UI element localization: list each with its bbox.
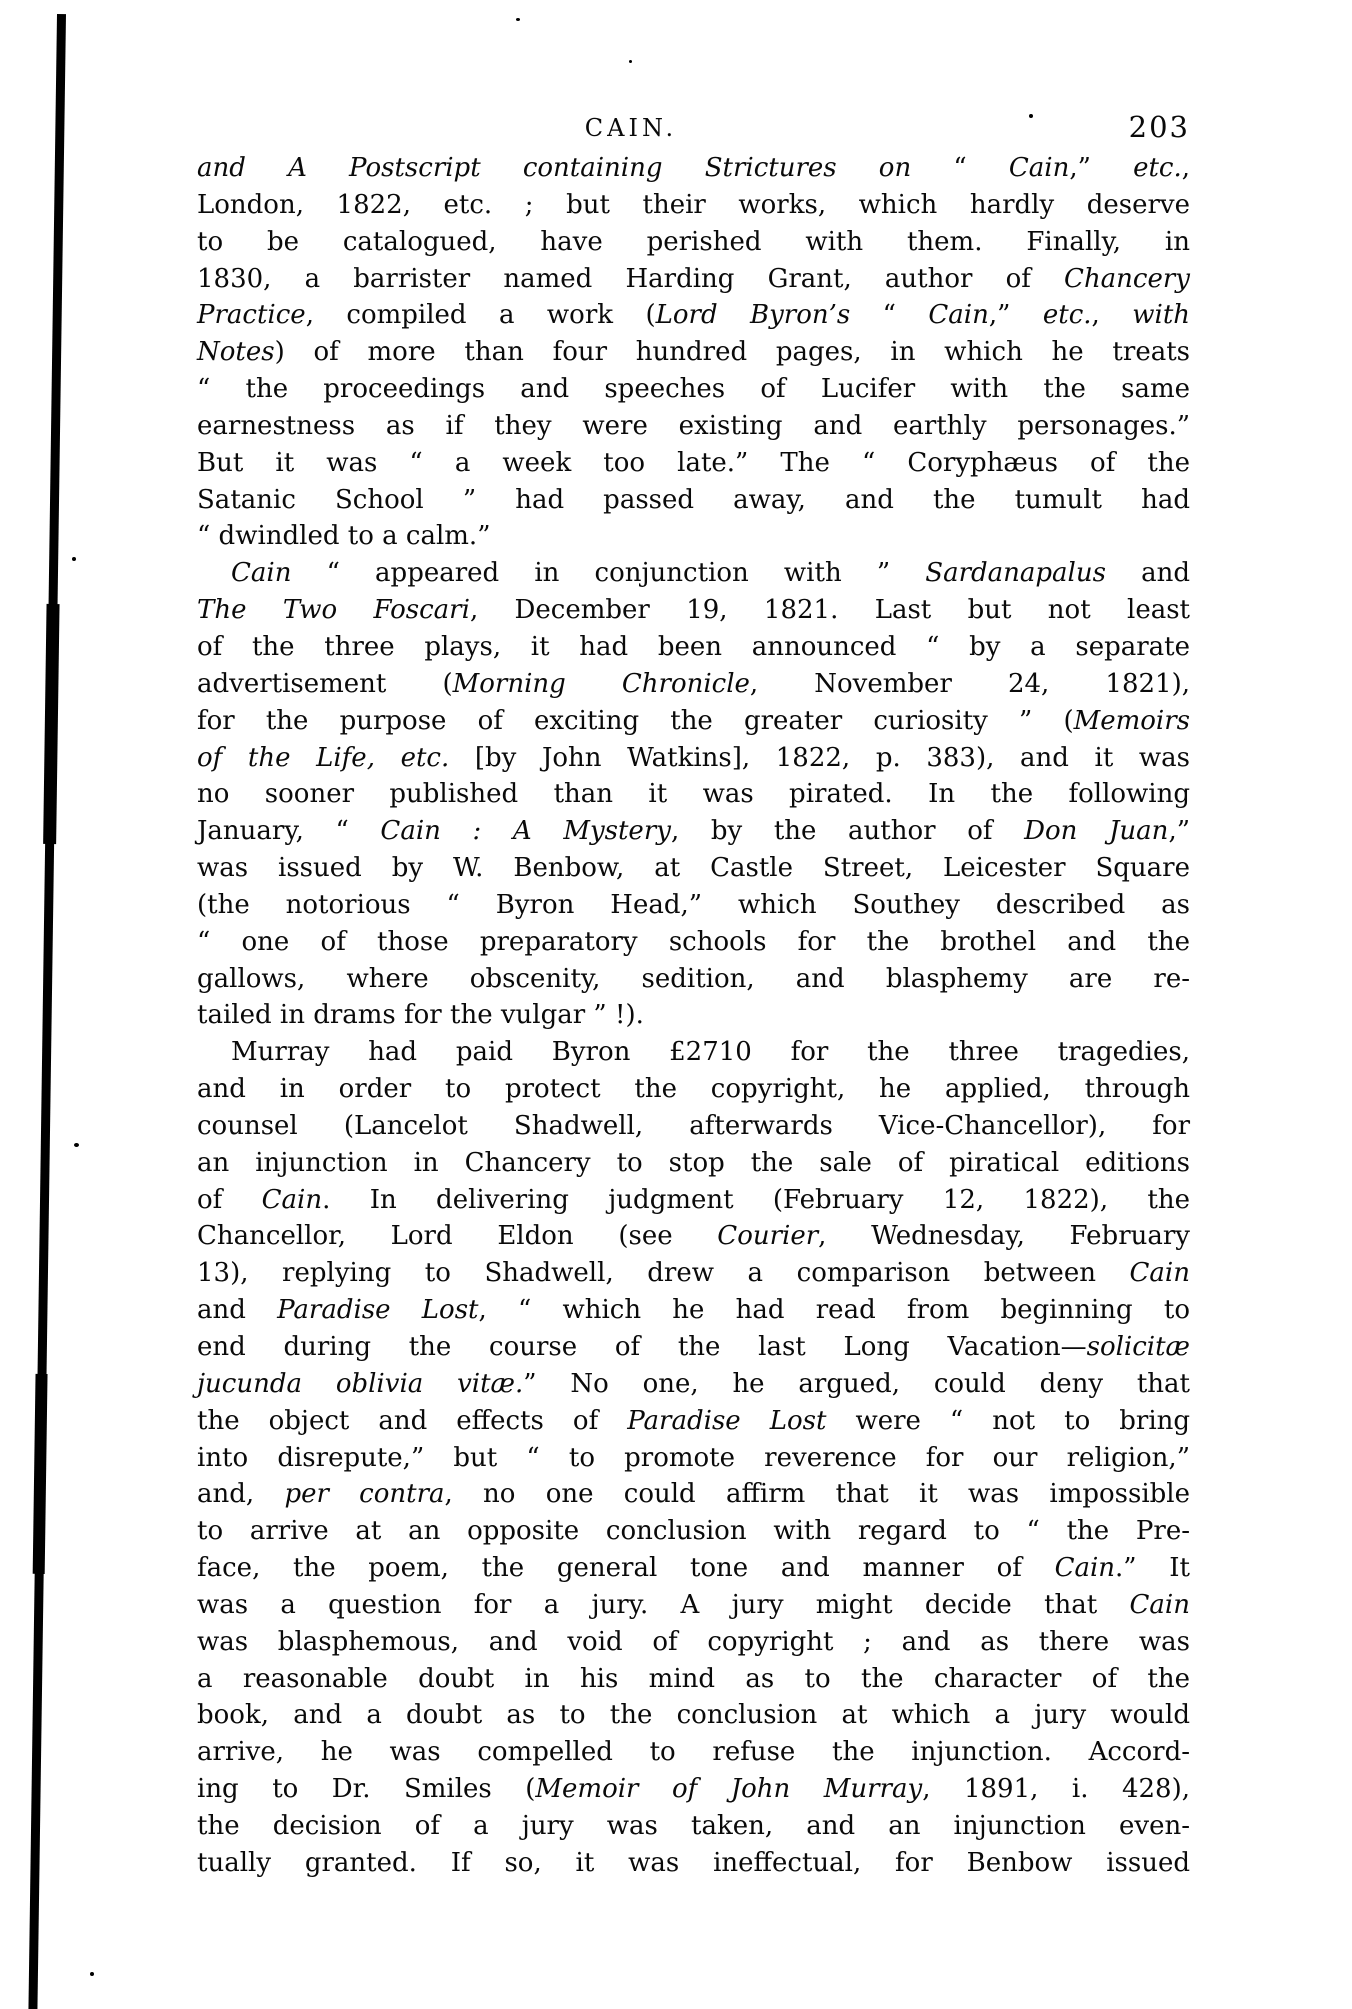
text-line: the decision of a jury was taken, and an injunction even- <box>197 1810 1190 1841</box>
text-line: tailed in drams for the vulgar ” !). <box>197 1000 644 1031</box>
text-line: London, 1822, etc. ; but their works, which hardly deserve <box>197 189 1190 220</box>
text-line: the object and effects of Paradise Lost were “ not to bring <box>197 1405 1191 1436</box>
text-line: end during the course of the last Long Vacation—solicitæ <box>197 1332 1190 1362</box>
text-line: Notes) of more than four hundred pages, in which he treats <box>197 337 1190 368</box>
text-line: Chancellor, Lord Eldon (see Courier, Wednesday, February <box>197 1221 1190 1252</box>
text-line: was a question for a jury. A jury might decide that Cain <box>197 1589 1190 1620</box>
text-line: was blasphemous, and void of copyright ; and as there was <box>197 1626 1190 1657</box>
text-line: 1830, a barrister named Harding Grant, author of Chancery <box>197 263 1190 294</box>
text-line: was issued by W. Benbow, at Castle Street, Leicester Square <box>197 853 1190 884</box>
text-line: “ the proceedings and speeches of Lucifer with the same <box>197 374 1190 405</box>
text-line: (the notorious “ Byron Head,” which Southey described as <box>197 889 1190 920</box>
text-line: 13), replying to Shadwell, drew a comparison between Cain <box>197 1258 1190 1289</box>
page-text <box>197 150 1190 1882</box>
running-head-title: CAIN. <box>584 114 678 142</box>
scan-speck <box>90 1972 94 1976</box>
text-line: and Paradise Lost, “ which he had read from beginning to <box>197 1295 1191 1326</box>
text-line: into disrepute,” but “ to promote reverence for our religion,” <box>197 1442 1190 1473</box>
text-line: earnestness as if they were existing and earthly personages.” <box>197 410 1190 441</box>
page-header <box>197 110 1190 152</box>
text-line: But it was “ a week too late.” The “ Coryphæus of the <box>197 447 1190 478</box>
scan-speck <box>74 1143 79 1147</box>
text-line: tually granted. If so, it was ineffectual, for Benbow issued <box>197 1847 1190 1878</box>
text-line: “ one of those preparatory schools for the brothel and the <box>197 926 1190 957</box>
binding-edge-artifact <box>28 14 66 2009</box>
text-line: counsel (Lancelot Shadwell, afterwards Vice-Chancellor), for <box>197 1110 1190 1141</box>
text-line: “ dwindled to a calm.” <box>197 521 491 552</box>
text-line: jucunda oblivia vitæ.” No one, he argued, could deny that <box>197 1368 1190 1399</box>
text-line: of Cain. In delivering judgment (February 12, 1822), the <box>197 1184 1191 1215</box>
text-line: to arrive at an opposite conclusion with regard to “ the Pre- <box>197 1516 1190 1547</box>
text-line: January, “ Cain : A Mystery, by the author of Don Juan,” <box>197 816 1190 847</box>
text-line: Practice, compiled a work (Lord Byron’s “ Cain,” etc., with <box>197 300 1191 331</box>
text-line: and, per contra, no one could affirm that it was impossible <box>197 1479 1191 1510</box>
text-line: ing to Dr. Smiles (Memoir of John Murray, 1891, i. 428), <box>197 1774 1190 1805</box>
text-line: Satanic School ” had passed away, and the tumult had <box>197 484 1190 515</box>
text-line: face, the poem, the general tone and manner of Cain.” It <box>197 1553 1190 1584</box>
scan-speck <box>516 18 520 21</box>
text-line: no sooner published than it was pirated. In the following <box>197 779 1190 810</box>
text-line: book, and a doubt as to the conclusion at which a jury would <box>197 1700 1190 1731</box>
text-line: arrive, he was compelled to refuse the injunction. Accord- <box>197 1737 1190 1768</box>
scan-speck <box>629 60 632 63</box>
text-line: Cain “ appeared in conjunction with ” Sardanapalus and <box>231 558 1190 589</box>
text-line: and A Postscript containing Strictures on “ Cain,” etc., <box>197 153 1191 183</box>
text-line: gallows, where obscenity, sedition, and blasphemy are re- <box>197 963 1190 994</box>
text-line: an injunction in Chancery to stop the sale of piratical editions <box>197 1147 1190 1178</box>
text-line: of the Life, etc. [by John Watkins], 1822, p. 383), and it was <box>197 742 1191 773</box>
text-line: advertisement (Morning Chronicle, November 24, 1821), <box>197 668 1190 699</box>
page-number: 203 <box>1128 110 1190 144</box>
text-line: to be catalogued, have perished with them. Finally, in <box>197 226 1190 257</box>
scan-speck <box>72 557 76 561</box>
text-line: a reasonable doubt in his mind as to the character of the <box>197 1663 1190 1694</box>
text-line: and in order to protect the copyright, he applied, through <box>197 1074 1190 1105</box>
text-line: for the purpose of exciting the greater curiosity ” (Memoirs <box>197 705 1190 736</box>
text-line: The Two Foscari, December 19, 1821. Last but not least <box>197 595 1190 626</box>
text-line: Murray had paid Byron £2710 for the three tragedies, <box>231 1037 1190 1068</box>
text-line: of the three plays, it had been announced “ by a separate <box>197 631 1190 662</box>
